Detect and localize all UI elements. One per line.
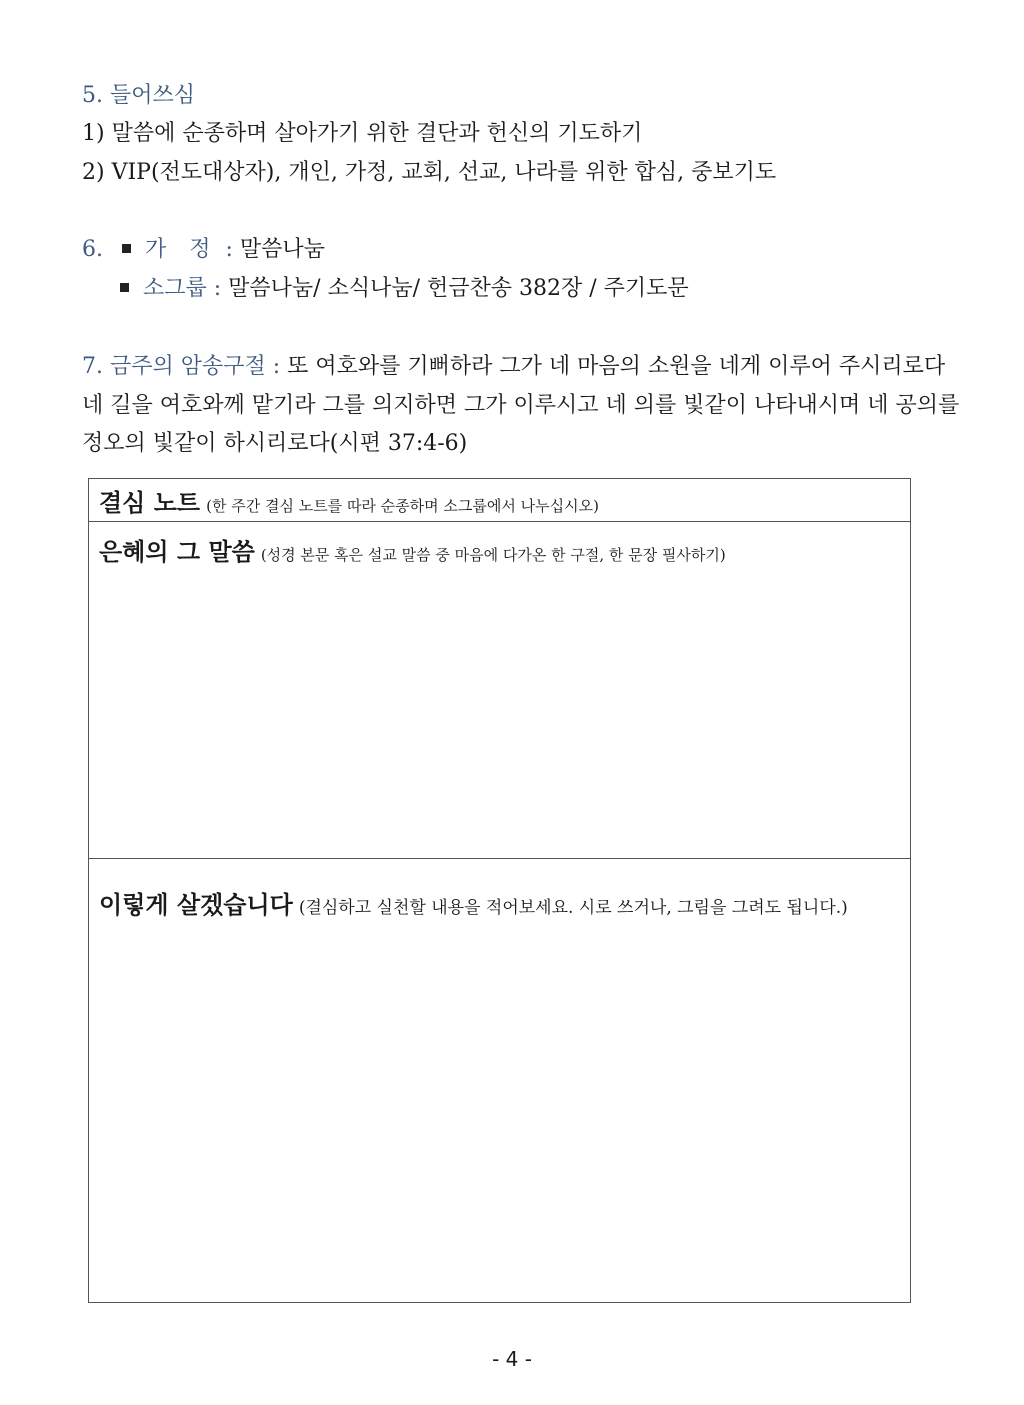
section7-verse-1: 또 여호와를 기뻐하라 그가 네 마음의 소원을 네게 이루어 주시리로다: [280, 354, 946, 379]
section6-sep: :: [206, 276, 229, 301]
section5-item-1: 1) 말씀에 순종하며 살아가기 위한 결단과 헌신의 기도하기: [82, 121, 643, 146]
section6-row-2: [120, 274, 689, 304]
decision-note-box: [88, 478, 911, 522]
section6-value-smallgroup: 말씀나눔/ 소식나눔/ 헌금찬송 382장 / 주기도문: [228, 276, 689, 301]
section5-item-2: 2) VIP(전도대상자), 개인, 가정, 교회, 선교, 나라를 위한 합심, 중보기도: [82, 160, 777, 185]
decision-note-title: 결심 노트: [99, 489, 201, 517]
decision-note-instruction: (한 주간 결심 노트를 따라 순종하며 소그룹에서 나누십시오): [206, 497, 599, 515]
square-bullet-icon: [122, 244, 131, 253]
live-plan-instruction: (결심하고 실천할 내용을 적어보세요. 시로 쓰거나, 그림을 그려도 됩니다.): [298, 898, 848, 918]
section7-verse-3: 정오의 빛같이 하시리로다(시편 37:4-6): [82, 431, 468, 456]
section6-value-family: 말씀나눔: [239, 237, 325, 262]
section6-sep: :: [218, 237, 240, 262]
section6-label-smallgroup: 소그룹: [143, 276, 207, 301]
page-number: - 4 -: [492, 1347, 532, 1371]
grace-word-title: 은혜의 그 말씀: [99, 538, 255, 566]
section6-row-1: [82, 235, 325, 265]
section6-label-family: 가 정: [145, 237, 219, 262]
live-plan-box[interactable]: [88, 858, 911, 1303]
square-bullet-icon: [120, 283, 129, 292]
live-plan-title: 이렇게 살겠습니다: [99, 891, 293, 919]
grace-word-instruction: (성경 본문 혹은 설교 말씀 중 마음에 다가온 한 구절, 한 문장 필사하기): [260, 546, 726, 564]
grace-word-box[interactable]: [88, 521, 911, 859]
section7-line-1: [82, 352, 945, 382]
section7-verse-2: 네 길을 여호와께 맡기라 그를 의지하면 그가 이루시고 네 의를 빛같이 나타내시며 네 공의를: [82, 393, 960, 418]
section7-label: 7. 금주의 암송구절 :: [82, 354, 281, 379]
section5-heading: 5. 들어쓰심: [82, 83, 195, 108]
section6-number: 6.: [82, 237, 103, 262]
